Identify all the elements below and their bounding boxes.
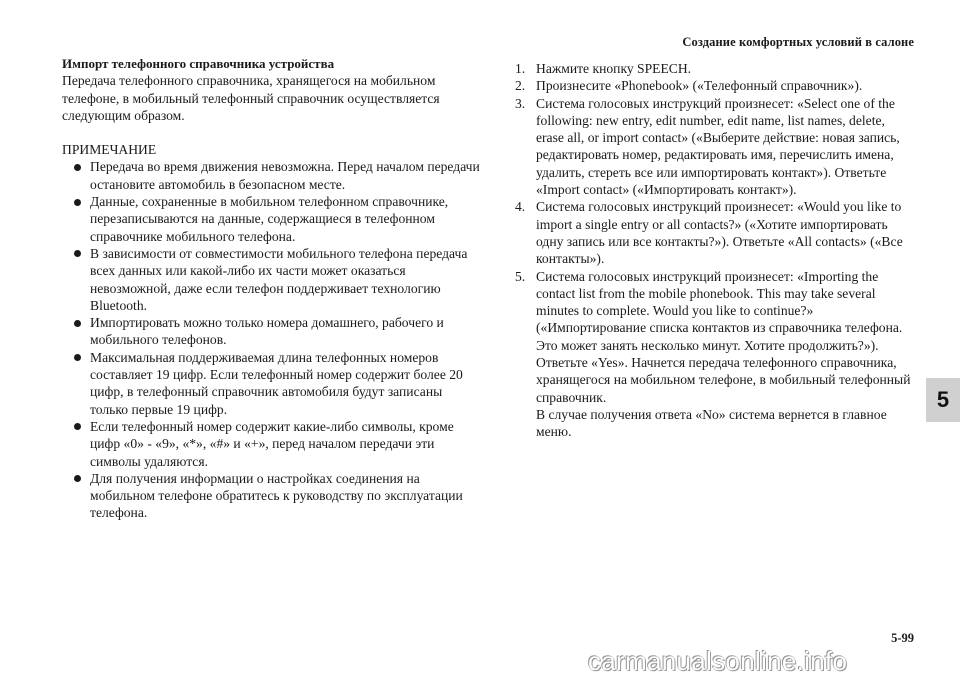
bullet-icon bbox=[74, 250, 81, 257]
note-item bbox=[62, 314, 482, 349]
bullet-icon bbox=[74, 199, 81, 206]
note-item bbox=[62, 193, 482, 245]
note-text: Передача во время движения невозможна. Перед началом передачи остановите автомобиль в безопасном месте. bbox=[90, 159, 480, 192]
bullet-icon bbox=[74, 475, 81, 482]
note-text: Для получения информации о настройках соединения на мобильном телефоне обратитесь к руководству по эксплуатации телефона. bbox=[90, 470, 463, 521]
step-text: Система голосовых инструкций произнесет: «Select one of the following: new entry, edit number, edit name, list names, delete, erase all, or import contact» («Выберите действие: новая запись, редактировать номер, редактировать имя, перечислить имена, удалить, стереть все или импортировать контакт»). Ответьте «Import contact» («Импортировать контакт»). bbox=[536, 95, 900, 198]
note-list bbox=[62, 158, 482, 521]
bullet-icon bbox=[74, 423, 81, 430]
bullet-icon bbox=[74, 320, 81, 327]
step-text: Нажмите кнопку SPEECH. bbox=[536, 61, 692, 76]
section-title: Импорт телефонного справочника устройства bbox=[62, 56, 335, 71]
step-item bbox=[515, 95, 915, 199]
note-text: Максимальная поддерживаемая длина телефонных номеров составляет 19 цифр. Если телефонный номер содержит более 20 цифр, в телефонный справочник автомобиля будут записаны только первые 19 цифр. bbox=[90, 349, 463, 417]
step-number: 5. bbox=[515, 268, 526, 284]
note-heading: ПРИМЕЧАНИЕ bbox=[62, 142, 157, 158]
step-number: 3. bbox=[515, 95, 526, 111]
note-text: В зависимости от совместимости мобильного телефона передача всех данных или какой-либо их части может оказаться невозможной, даже если телефон поддерживает технологию Bluetooth. bbox=[90, 245, 468, 313]
note-text: Данные, сохраненные в мобильном телефонном справочнике, перезаписываются на данные, содержащиеся в телефонном справочнике мобильного телефона. bbox=[90, 194, 449, 244]
step-item bbox=[515, 60, 915, 77]
step-list bbox=[515, 60, 915, 406]
site-watermark: carmanualsonline.info bbox=[588, 646, 848, 676]
left-column bbox=[62, 55, 482, 522]
page-number: 5-99 bbox=[891, 631, 914, 645]
step-number: 1. bbox=[515, 61, 526, 76]
step-5-followup: В случае получения ответа «No» система вернется в главное меню. bbox=[536, 406, 887, 440]
note-text: Если телефонный номер содержит какие-либо символы, кроме цифр «0» - «9», «*», «#» и «+», перед началом передачи эти символы удаляются. bbox=[90, 418, 454, 469]
chapter-tab: 5 bbox=[926, 378, 960, 422]
bullet-icon bbox=[74, 164, 81, 171]
running-header: Создание комфортных условий в салоне bbox=[682, 35, 914, 49]
step-text: Произнесите «Phonebook» («Телефонный справочник»). bbox=[536, 78, 863, 94]
step-number: 4. bbox=[515, 199, 526, 215]
right-column bbox=[515, 60, 915, 441]
note-item bbox=[62, 349, 482, 418]
note-item bbox=[62, 245, 482, 314]
step-item bbox=[515, 198, 915, 267]
step-number: 2. bbox=[515, 78, 526, 94]
step-text: Система голосовых инструкций произнесет: «Importing the contact list from the mobile phonebook. This may take several minutes to complete. Would you like to continue?» («Импортирование списка контактов из справочника телефона. Это может занять несколько минут. Хотите продолжить?»). Ответьте «Yes». Начнется передача телефонного справочника, хранящегося на мобильном телефоне, в мобильный телефонный справочник. bbox=[536, 268, 911, 405]
step-item bbox=[515, 268, 915, 406]
note-item bbox=[62, 418, 482, 470]
intro-paragraph: Передача телефонного справочника, хранящегося на мобильном телефоне, в мобильный телефонный справочник осуществляется следующим образом. bbox=[62, 73, 440, 123]
step-text: Система голосовых инструкций произнесет: «Would you like to import a single entry or all contacts?» («Хотите импортировать одну запись или все контакты?»). Ответьте «All contacts» («Все контакты»). bbox=[536, 199, 903, 267]
note-item bbox=[62, 470, 482, 522]
note-text: Импортировать можно только номера домашнего, рабочего и мобильного телефонов. bbox=[90, 315, 444, 348]
bullet-icon bbox=[74, 354, 81, 361]
note-item bbox=[62, 158, 482, 193]
step-item bbox=[515, 77, 915, 94]
